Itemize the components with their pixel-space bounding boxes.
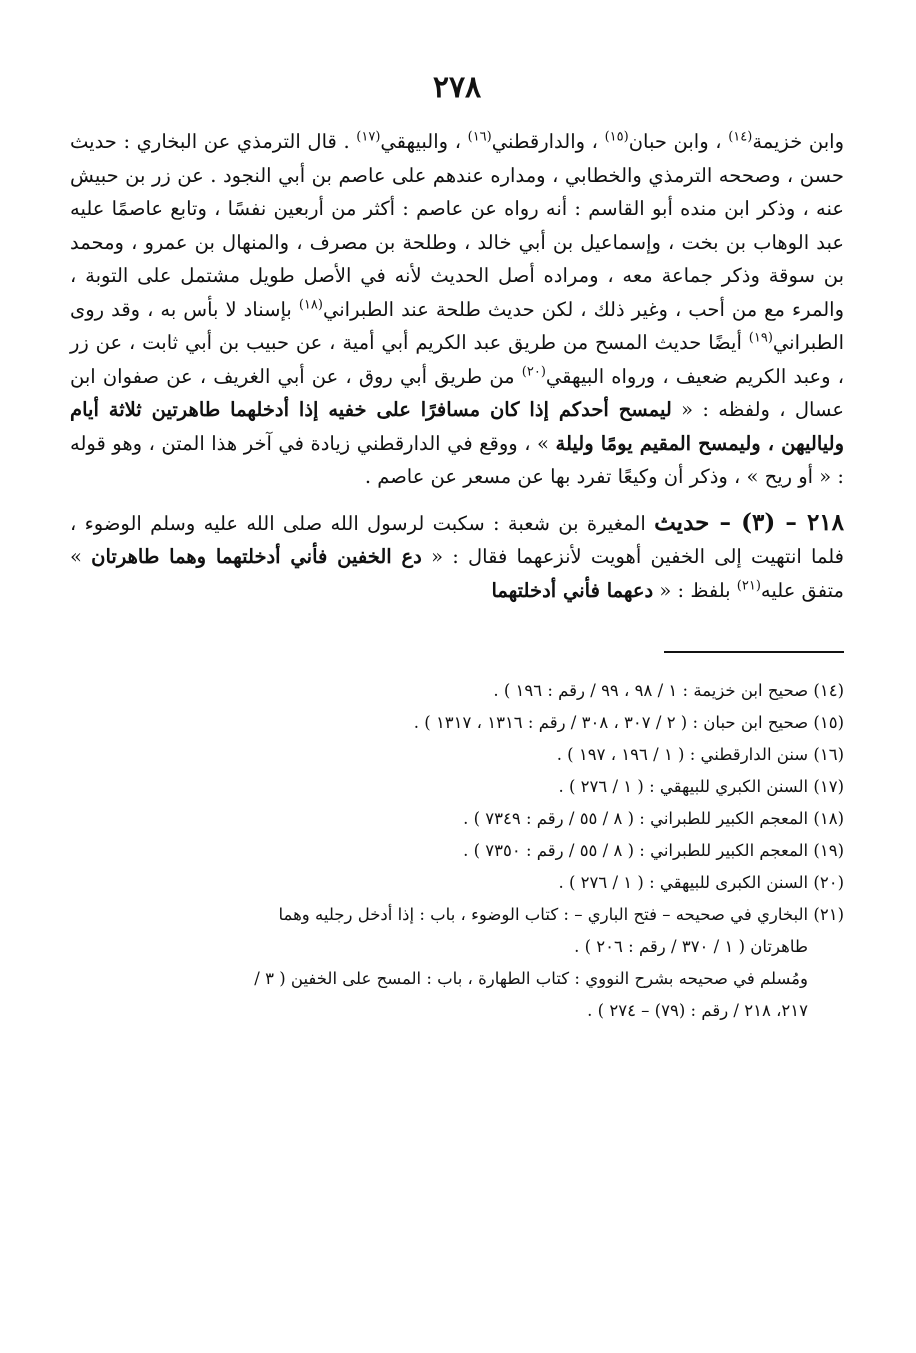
footnote-21-line-3: ومُسلم في صحيحه بشرح النووي : كتاب الطهارة ، باب : المسح على الخفين ( ٣ / xyxy=(254,969,808,988)
footnote-17: (١٧) السنن الكبري للبيهقي : ( ١ / ٢٧٦ ) . xyxy=(558,777,844,796)
hadith-quote-bold: دعهما فأني أدخلتهما xyxy=(491,578,654,602)
text-run: ، وابن حبان xyxy=(628,130,722,153)
footnote-ref-15[interactable]: (١٥) xyxy=(604,129,629,145)
footnote-19: (١٩) المعجم الكبير للطبراني : ( ٨ / ٥٥ / رقم : ٧٣٥٠ ) . xyxy=(463,841,844,860)
footnote-15: (١٥) صحيح ابن حبان : ( ٢ / ٣٠٧ ، ٣٠٨ / رقم : ١٣١٦ ، ١٣١٧ ) . xyxy=(413,713,844,732)
footnote-20: (٢٠) السنن الكبرى للبيهقي : ( ١ / ٢٧٦ ) . xyxy=(558,873,844,892)
footnote-ref-19[interactable]: (١٩) xyxy=(748,330,773,346)
footnote-ref-16[interactable]: (١٦) xyxy=(467,129,492,145)
footnotes xyxy=(70,675,844,1027)
footnote-21-line-2: طاهرتان ( ١ / ٣٧٠ / رقم : ٢٠٦ ) . xyxy=(574,937,808,956)
main-text xyxy=(70,125,844,607)
footnote-14: (١٤) صحيح ابن خزيمة : ١ / ٩٨ ، ٩٩ / رقم : ١٩٦ ) . xyxy=(493,681,844,700)
footnote-21-line-1: (٢١) البخاري في صحيحه – فتح الباري – : كتاب الوضوء ، باب : إذا أدخل رجليه وهما xyxy=(278,905,844,924)
footnote-ref-20[interactable]: (٢٠) xyxy=(521,364,546,379)
paragraph-2 xyxy=(70,506,844,608)
text-run: ، والدارقطني xyxy=(491,130,598,153)
text-run: بلفظ : « xyxy=(659,578,731,602)
hadith-quote-bold: دع الخفين فأني أدخلتهما وهما طاهرتان xyxy=(91,545,422,568)
hadith-heading: ٢١٨ – (٣) – حديث xyxy=(654,508,844,536)
footnote-18: (١٨) المعجم الكبير للطبراني : ( ٨ / ٥٥ / رقم : ٧٣٤٩ ) . xyxy=(463,809,844,828)
text-run: وابن خزيمة xyxy=(752,130,845,153)
text-run: » ، ووقع في الدارقطني زيادة في آخر هذا المتن ، وهو قوله : « أو ريح » ، وذكر أن وكيعًا تفرد بها عن مسعر عن عاصم . xyxy=(70,431,844,488)
text-run: ، والبيهقي xyxy=(380,130,461,153)
footnote-21-line-4: ٢١٧، ٢١٨ / رقم : (٧٩) – ٢٧٤ ) . xyxy=(587,1001,808,1020)
text-run: » متفق عليه xyxy=(70,545,844,602)
footnote-ref-18[interactable]: (١٨) xyxy=(298,297,323,312)
book-page xyxy=(70,70,844,1027)
hadith-quote-bold: ليمسح أحدكم إذا كان مسافرًا على خفيه إذا أدخلهما طاهرتين ثلاثة أيام ولياليهن ، وليمسح المقيم يومًا وليلة xyxy=(70,398,845,455)
footnote-ref-14[interactable]: (١٤) xyxy=(728,129,753,145)
footnote-ref-21[interactable]: (٢١) xyxy=(736,578,761,593)
text-run: المغيرة بن شعبة : سكبت لرسول الله صلى الله عليه وسلم الوضوء ، فلما انتهيت إلى الخفين أهويت لأنزعهما فقال : « xyxy=(70,511,845,568)
page-number: ٢٧٨ xyxy=(432,70,482,105)
text-run: بإسناد لا بأس به ، وقد روى الطبراني xyxy=(70,297,844,354)
text-run: . قال الترمذي عن البخاري : حديث حسن ، وصححه الترمذي والخطابي ، ومداره عندهم على عاصم بن أبي النجود . عن زر بن حبيش عنه ، وذكر ابن منده أبو القاسم : أنه رواه عن عاصم : أكثر من أربعين نفسًا ، وتابع عاصمًا عليه عبد الوهاب بن بخت ، وإسماعيل بن أبي خالد ، وطلحة بن مصرف ، والمنهال بن عمرو ، ومحمد بن سوقة وذكر جماعة معه ، ومراده أصل الحديث لأنه في الأصل طويل مشتمل على التوبة ، والمرء مع من أحب ، وغير ذلك ، لكن حديث طلحة عند الطبراني xyxy=(70,130,844,321)
footnote-16: (١٦) سنن الدارقطني : ( ١ / ١٩٦ ، ١٩٧ ) . xyxy=(556,745,844,764)
paragraph-1 xyxy=(70,125,844,494)
text-run: من طريق أبي روق ، عن أبي الغريف ، عن صفوان ابن عسال ، ولفظه : « xyxy=(70,364,845,421)
footnote-divider xyxy=(664,651,844,653)
footnote-ref-17[interactable]: (١٧) xyxy=(356,129,381,145)
text-run: أيضًا حديث المسح من طريق عبد الكريم أبي أمية ، عن حبيب بن أبي ثابت ، عن زر ، وعبد الكريم ضعيف ، ورواه البيهقي xyxy=(70,331,844,388)
